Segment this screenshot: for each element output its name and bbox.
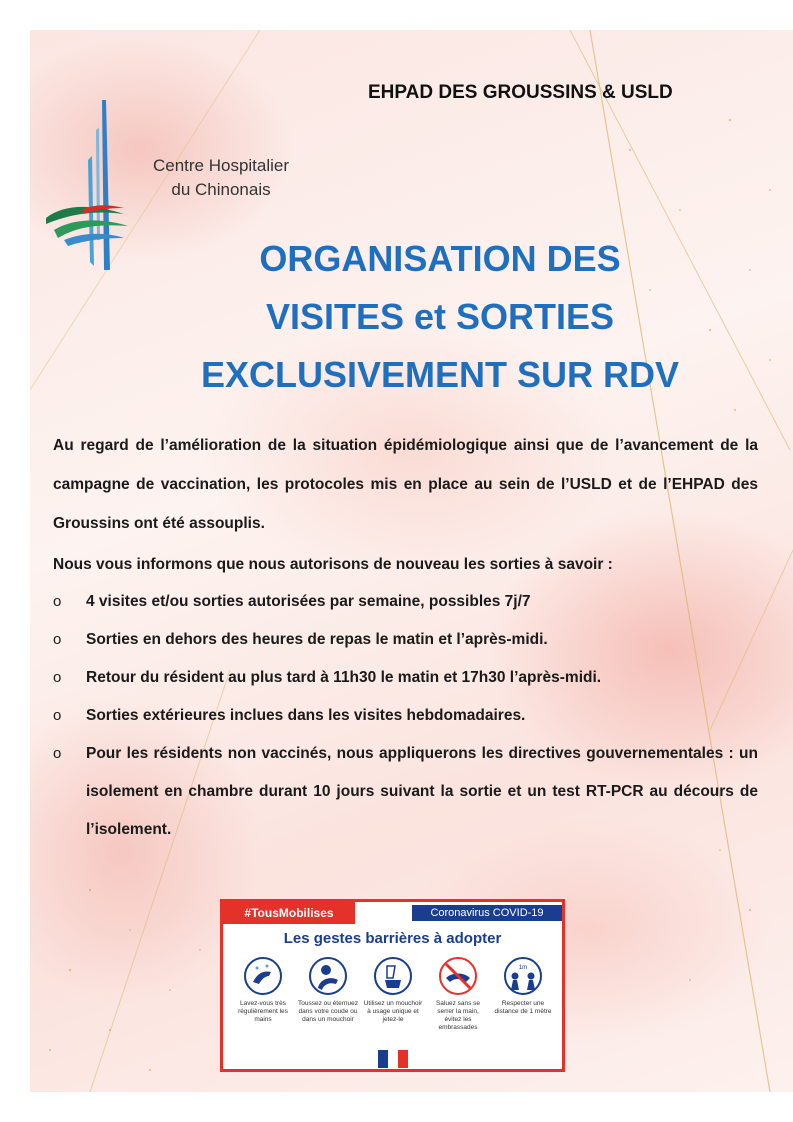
title-line3: EXCLUSIVEMENT SUR RDV [200,354,680,395]
gesture-item [428,956,488,1032]
facility-name: EHPAD DES GROUSSINS & USLD [368,82,673,103]
hospital-logo [44,90,134,280]
bullet-marker: o [53,669,62,686]
gesture-text: Lavez-vous très régulièrement les mains [238,1000,288,1023]
gesture-text: Toussez ou éternuez dans votre coude ou dans un mouchoir [298,1000,358,1023]
list-item [53,659,758,697]
poster-header [223,902,562,924]
title-line2: VISITES et SORTIES [265,296,615,337]
poster-title: Les gestes barrières à adopter [283,930,502,947]
no-handshake-icon [438,956,478,996]
gesture-text: Saluez sans se serrer la main, évitez les embrassades [435,1000,481,1031]
covid-barrier-poster [220,899,565,1072]
rules-intro: Nous vous informons que nous autorisons de nouveau les sorties à savoir : [53,556,613,573]
bullet-marker: o [53,631,62,648]
list-item [53,583,758,621]
gesture-item [298,956,358,1032]
hospital-name [126,154,316,202]
intro-paragraph: Au regard de l’amélioration de la situation épidémiologique ainsi que de l’avancement de la campagne de vaccination, les protocoles mis en place au sein de l’USLD et de l’EHPAD des Groussins ont été assouplis. [53,437,758,532]
gesture-item [493,956,553,1032]
gesture-item [233,956,293,1032]
hand-washing-icon [243,956,283,996]
list-item-text: Retour du résident au plus tard à 11h30 le matin et 17h30 l’après-midi. [86,669,602,686]
distance-label: 1m [518,965,528,971]
bullet-marker: o [53,593,62,610]
body-content [53,426,758,849]
hospital-name-line1: Centre Hospitalier [152,156,290,175]
list-item [53,697,758,735]
marianne-logo [378,1050,408,1068]
list-item-text: Pour les résidents non vaccinés, nous appliquerons les directives gouvernementales : un isolement en chambre durant 10 jours suivant la sortie et un test RT-PCR au décours de l’isolement. [86,745,758,838]
tissue-icon [373,956,413,996]
list-item [53,735,758,849]
poster-hashtag: #TousMobilises [223,902,355,924]
gesture-item [363,956,423,1032]
gesture-text: Utilisez un mouchoir à usage unique et jetez-le [363,1000,423,1023]
hospital-name-line2: du Chinonais [171,180,271,199]
title-line1: ORGANISATION DES [259,238,621,279]
poster-banner: Coronavirus COVID-19 [412,905,562,921]
cough-elbow-icon [308,956,348,996]
list-item-text: 4 visites et/ou sorties autorisées par semaine, possibles 7j/7 [86,593,531,610]
flyer-page [30,30,793,1092]
distance-icon [503,956,543,996]
gesture-list [233,956,553,1032]
list-item-text: Sorties extérieures inclues dans les visites hebdomadaires. [86,707,526,724]
bullet-marker: o [53,745,62,762]
gesture-text: Respecter une distance de 1 mètre [494,1000,552,1015]
page-title [130,230,750,404]
list-item-text: Sorties en dehors des heures de repas le matin et l’après-midi. [86,631,548,648]
list-item [53,621,758,659]
bullet-marker: o [53,707,62,724]
rules-list [53,583,758,849]
